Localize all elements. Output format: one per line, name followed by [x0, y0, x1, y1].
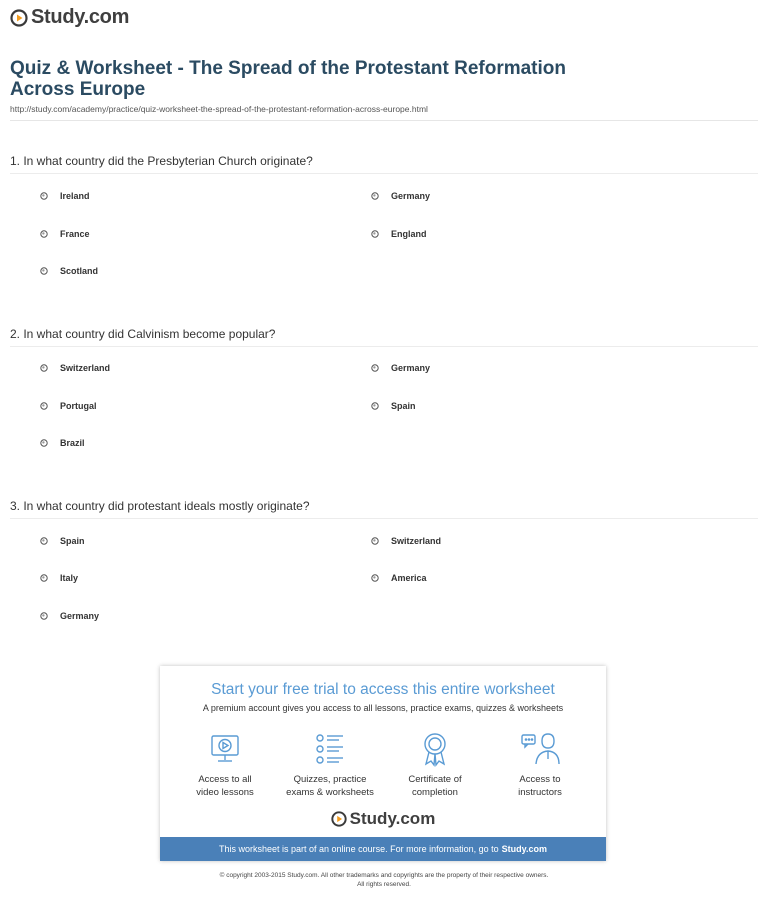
- question-divider: [10, 173, 758, 174]
- promo-headline[interactable]: Start your free trial to access this entire worksheet: [211, 681, 555, 698]
- study-logo-text: Study.com: [31, 6, 130, 28]
- feature-line-2: completion: [412, 787, 458, 798]
- study-logo-icon: [331, 811, 347, 827]
- q2-option-1[interactable]: [40, 363, 110, 373]
- option-label: America: [391, 573, 427, 583]
- promo-subline: A premium account gives you access to all lessons, practice exams, quizzes & worksheets: [202, 703, 564, 713]
- radio-button-icon: [40, 612, 48, 620]
- q1-option-4[interactable]: [371, 229, 427, 239]
- option-label: Spain: [60, 536, 85, 546]
- option-label: Scotland: [60, 266, 99, 276]
- radio-button-icon: [40, 267, 48, 275]
- option-label: Brazil: [60, 438, 85, 448]
- study-logo-icon: [10, 9, 28, 27]
- option-label: Switzerland: [60, 363, 111, 373]
- feature-certificate: [385, 731, 485, 799]
- radio-button-icon: [40, 364, 48, 372]
- option-label: Ireland: [60, 191, 90, 201]
- q2-option-2[interactable]: [371, 363, 430, 373]
- radio-button-icon: [371, 230, 379, 238]
- feature-video-lessons: [175, 731, 275, 799]
- option-label: Switzerland: [391, 536, 442, 546]
- radio-button-icon: [40, 192, 48, 200]
- instructor-chat-icon: [520, 731, 560, 767]
- copyright-footer: [0, 871, 768, 889]
- q3-option-4[interactable]: [371, 573, 427, 583]
- copyright-line-2: All rights reserved.: [357, 881, 411, 888]
- q1-option-2[interactable]: [371, 191, 430, 201]
- study-logo[interactable]: [10, 6, 129, 29]
- q2-option-3[interactable]: [40, 401, 97, 411]
- promo-bar-text: This worksheet is part of an online course. For more information, go to: [219, 844, 499, 854]
- feature-line-1: Access to all: [198, 774, 252, 785]
- radio-button-icon: [371, 192, 379, 200]
- feature-quizzes: [280, 731, 380, 799]
- promo-study-logo[interactable]: [160, 809, 606, 829]
- feature-line-2: instructors: [518, 787, 562, 798]
- checklist-icon: [312, 731, 348, 767]
- option-label: France: [60, 229, 90, 239]
- option-label: Portugal: [60, 401, 97, 411]
- question-divider: [10, 518, 758, 519]
- option-label: Germany: [391, 363, 431, 373]
- q3-option-3[interactable]: [40, 573, 78, 583]
- promo-info-bar: [160, 837, 606, 861]
- question-3: 3. In what country did protestant ideals mostly originate?: [10, 499, 310, 513]
- certificate-ribbon-icon: [417, 731, 453, 767]
- radio-button-icon: [40, 402, 48, 410]
- promo-logo-text: Study.com: [349, 809, 436, 828]
- radio-button-icon: [371, 537, 379, 545]
- page-url[interactable]: http://study.com/academy/practice/quiz-worksheet-the-spread-of-the-protestant-reformation-across-europe.html: [10, 104, 428, 114]
- q2-option-5[interactable]: [40, 438, 85, 448]
- feature-line-2: exams & worksheets: [286, 787, 374, 798]
- feature-instructors: [490, 731, 590, 799]
- option-label: Italy: [60, 573, 79, 583]
- free-trial-promo: [160, 666, 606, 861]
- feature-line-1: Access to: [519, 774, 561, 785]
- option-label: England: [391, 229, 427, 239]
- option-label: Spain: [391, 401, 416, 411]
- radio-button-icon: [371, 574, 379, 582]
- radio-button-icon: [40, 439, 48, 447]
- page-title: Quiz & Worksheet - The Spread of the Protestant Reformation Across Europe: [10, 58, 566, 100]
- question-1: 1. In what country did the Presbyterian Church originate?: [10, 154, 313, 168]
- copyright-line-1: © copyright 2003-2015 Study.com. All other trademarks and copyrights are the property of their respective owners.: [219, 872, 549, 879]
- radio-button-icon: [371, 402, 379, 410]
- option-label: Germany: [391, 191, 431, 201]
- radio-button-icon: [40, 574, 48, 582]
- q1-option-5[interactable]: [40, 266, 98, 276]
- radio-button-icon: [371, 364, 379, 372]
- feature-line-2: video lessons: [196, 787, 254, 798]
- question-divider: [10, 346, 758, 347]
- q2-option-4[interactable]: [371, 401, 416, 411]
- q1-option-1[interactable]: [40, 191, 90, 201]
- promo-bar-link[interactable]: Study.com: [501, 844, 547, 854]
- q3-option-5[interactable]: [40, 611, 99, 621]
- question-2: 2. In what country did Calvinism become popular?: [10, 327, 276, 341]
- radio-button-icon: [40, 230, 48, 238]
- video-monitor-icon: [207, 731, 243, 767]
- q1-option-3[interactable]: [40, 229, 90, 239]
- radio-button-icon: [40, 537, 48, 545]
- feature-line-1: Certificate of: [408, 774, 462, 785]
- q3-option-1[interactable]: [40, 536, 85, 546]
- feature-line-1: Quizzes, practice: [293, 774, 367, 785]
- header-divider: [10, 120, 758, 121]
- option-label: Germany: [60, 611, 100, 621]
- q3-option-2[interactable]: [371, 536, 441, 546]
